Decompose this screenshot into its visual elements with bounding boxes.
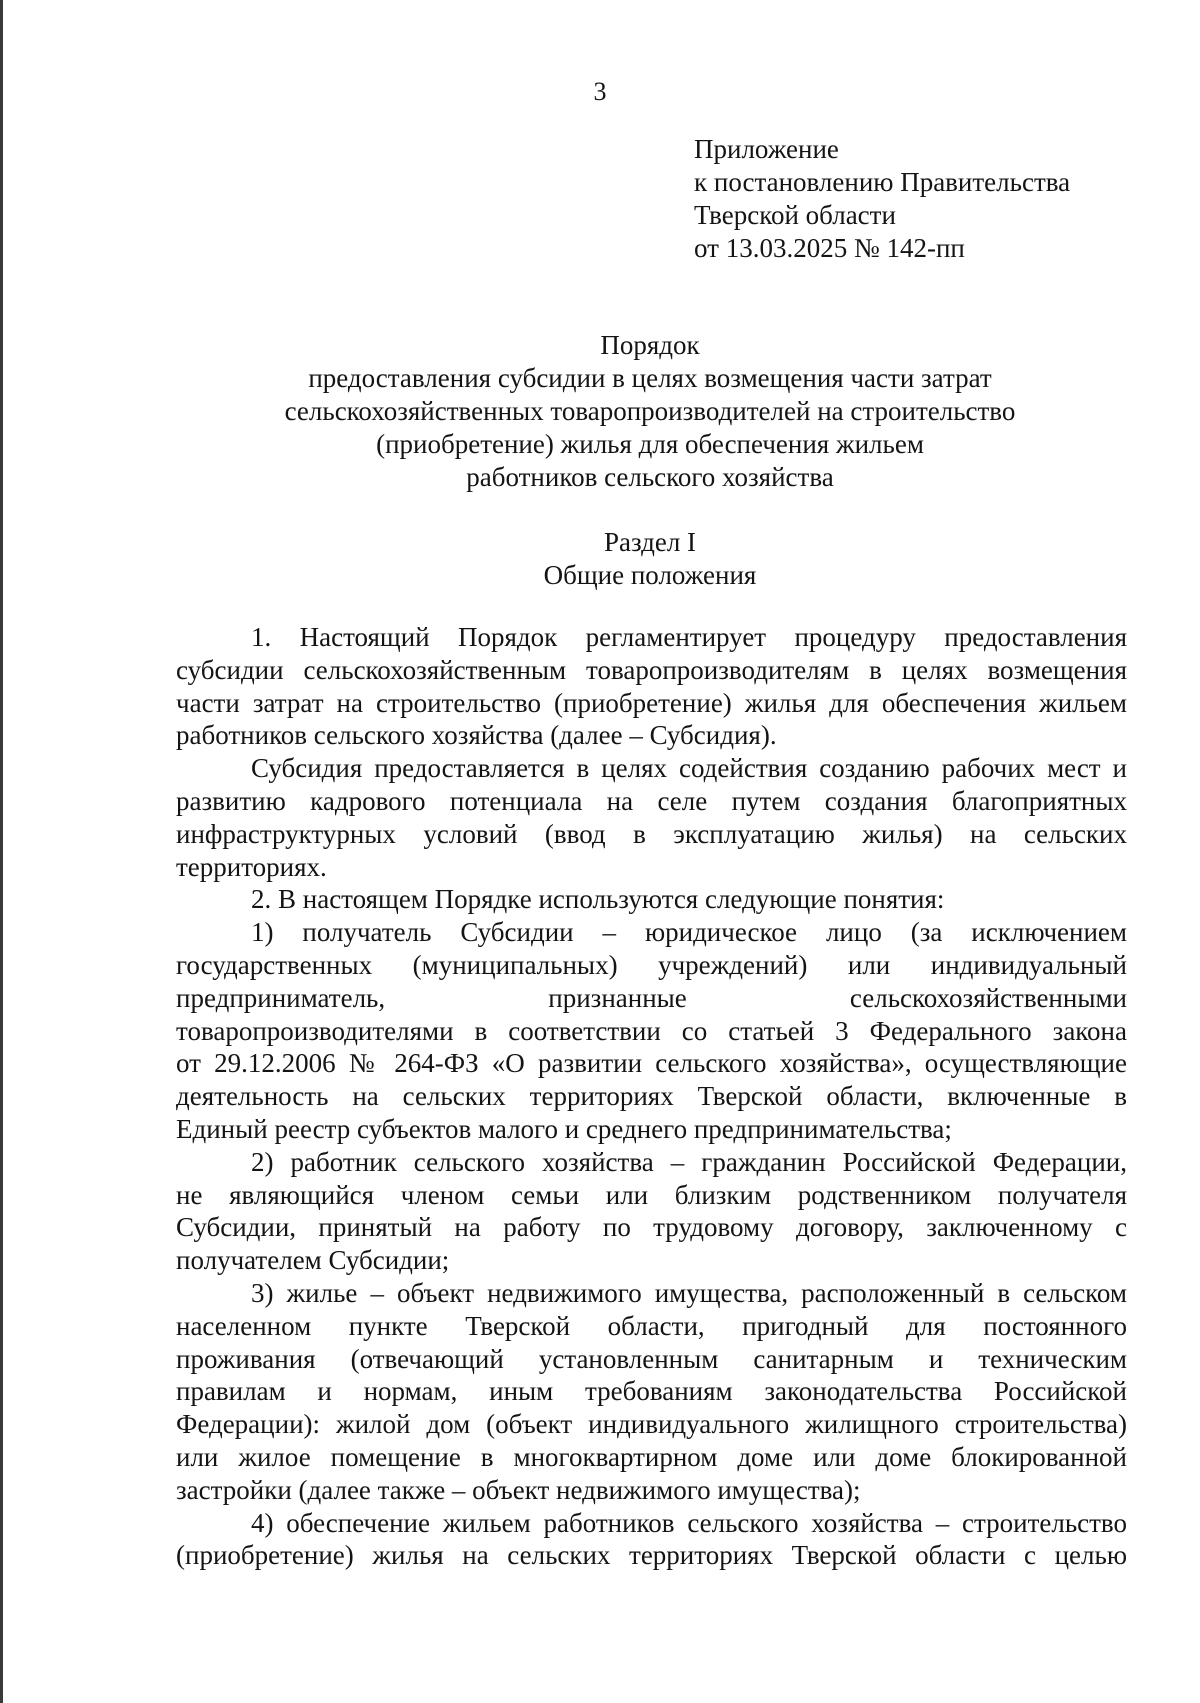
paragraph-line: 1) получатель Субсидии – юридическое лицо (за исключением — [251, 917, 1127, 948]
paragraph-line: субсидии сельскохозяйственным товаропроизводителям в целях возмещения — [176, 654, 1127, 685]
paragraph-line: населенном пункте Тверской области, пригодный для постоянного — [176, 1310, 1127, 1341]
section-heading — [170, 526, 1130, 592]
appendix-block — [694, 133, 1174, 265]
paragraph-line: 4) обеспечение жильем работников сельского хозяйства – строительство — [251, 1507, 1127, 1538]
paragraph-line: 2. В настоящем Порядке используются следующие понятия: — [251, 884, 945, 915]
scan-edge — [0, 0, 3, 1703]
paragraph-line: правилам и нормам, иным требованиям законодательства Российской — [176, 1376, 1127, 1407]
paragraph-line: от 29.12.2006 № 264-ФЗ «О развитии сельского хозяйства», осуществляющие — [176, 1048, 1127, 1079]
paragraph-line: Федерации): жилой дом (объект индивидуального жилищного строительства) — [176, 1409, 1127, 1440]
paragraph-line: 3) жилье – объект недвижимого имущества, расположенный в сельском — [251, 1277, 1127, 1308]
paragraph-line: застройки (далее также – объект недвижимого имущества); — [176, 1474, 861, 1505]
paragraph-line: проживания (отвечающий установленным санитарным и техническим — [176, 1343, 1127, 1374]
paragraph-line: 1. Настоящий Порядок регламентирует процедуру предоставления — [251, 622, 1127, 652]
paragraph-line: Субсидия предоставляется в целях содействия созданию рабочих мест и — [251, 753, 1127, 784]
appendix-line: Тверской области — [694, 200, 896, 230]
paragraph-line: получателем Субсидии; — [176, 1245, 450, 1276]
paragraph-line: предприниматель, признанные сельскохозяйственными — [176, 982, 1127, 1013]
paragraph-line: работников сельского хозяйства (далее – Субсидия). — [176, 720, 777, 751]
paragraph-line: 2) работник сельского хозяйства – гражданин Российской Федерации, — [251, 1146, 1127, 1177]
paragraph-line: территориях. — [176, 851, 327, 882]
paragraph-line: инфраструктурных условий (ввод в эксплуатацию жилья) на сельских — [176, 818, 1127, 849]
document-title — [170, 329, 1130, 494]
paragraph-line: части затрат на строительство (приобретение) жилья для обеспечения жильем — [176, 687, 1127, 718]
title-line: сельскохозяйственных товаропроизводителей на строительство — [284, 396, 1016, 426]
paragraph-line: Единый реестр субъектов малого и среднего предпринимательства; — [176, 1113, 952, 1144]
paragraph-line: развитию кадрового потенциала на селе путем создания благоприятных — [176, 785, 1127, 816]
appendix-line: к постановлению Правительства — [694, 167, 1071, 197]
section-label: Раздел I — [603, 527, 697, 557]
appendix-line: от 13.03.2025 № 142-пп — [694, 233, 965, 263]
paragraph-line: Субсидии, принятый на работу по трудовому договору, заключенному с — [176, 1212, 1127, 1243]
title-line: (приобретение) жилья для обеспечения жильем — [376, 429, 924, 459]
title-heading: Порядок — [600, 330, 700, 360]
paragraph-line: или жилое помещение в многоквартирном доме или доме блокированной — [176, 1441, 1127, 1472]
appendix-line: Приложение — [694, 134, 839, 164]
paragraph-line: не являющийся членом семьи или близким родственником получателя — [176, 1179, 1127, 1210]
section-name: Общие положения — [543, 560, 757, 590]
title-line: работников сельского хозяйства — [466, 462, 834, 492]
paragraph-line: товаропроизводителями в соответствии со статьей 3 Федерального закона — [176, 1015, 1127, 1046]
title-line: предоставления субсидии в целях возмещения части затрат — [308, 363, 992, 393]
document-body — [176, 621, 1127, 1572]
paragraph-line: государственных (муниципальных) учреждений) или индивидуальный — [176, 949, 1127, 980]
paragraph-line: деятельность на сельских территориях Тверской области, включенные в — [176, 1081, 1127, 1112]
page-number: 3 — [593, 77, 607, 106]
paragraph-line: (приобретение) жилья на сельских территориях Тверской области с целью — [176, 1540, 1127, 1571]
